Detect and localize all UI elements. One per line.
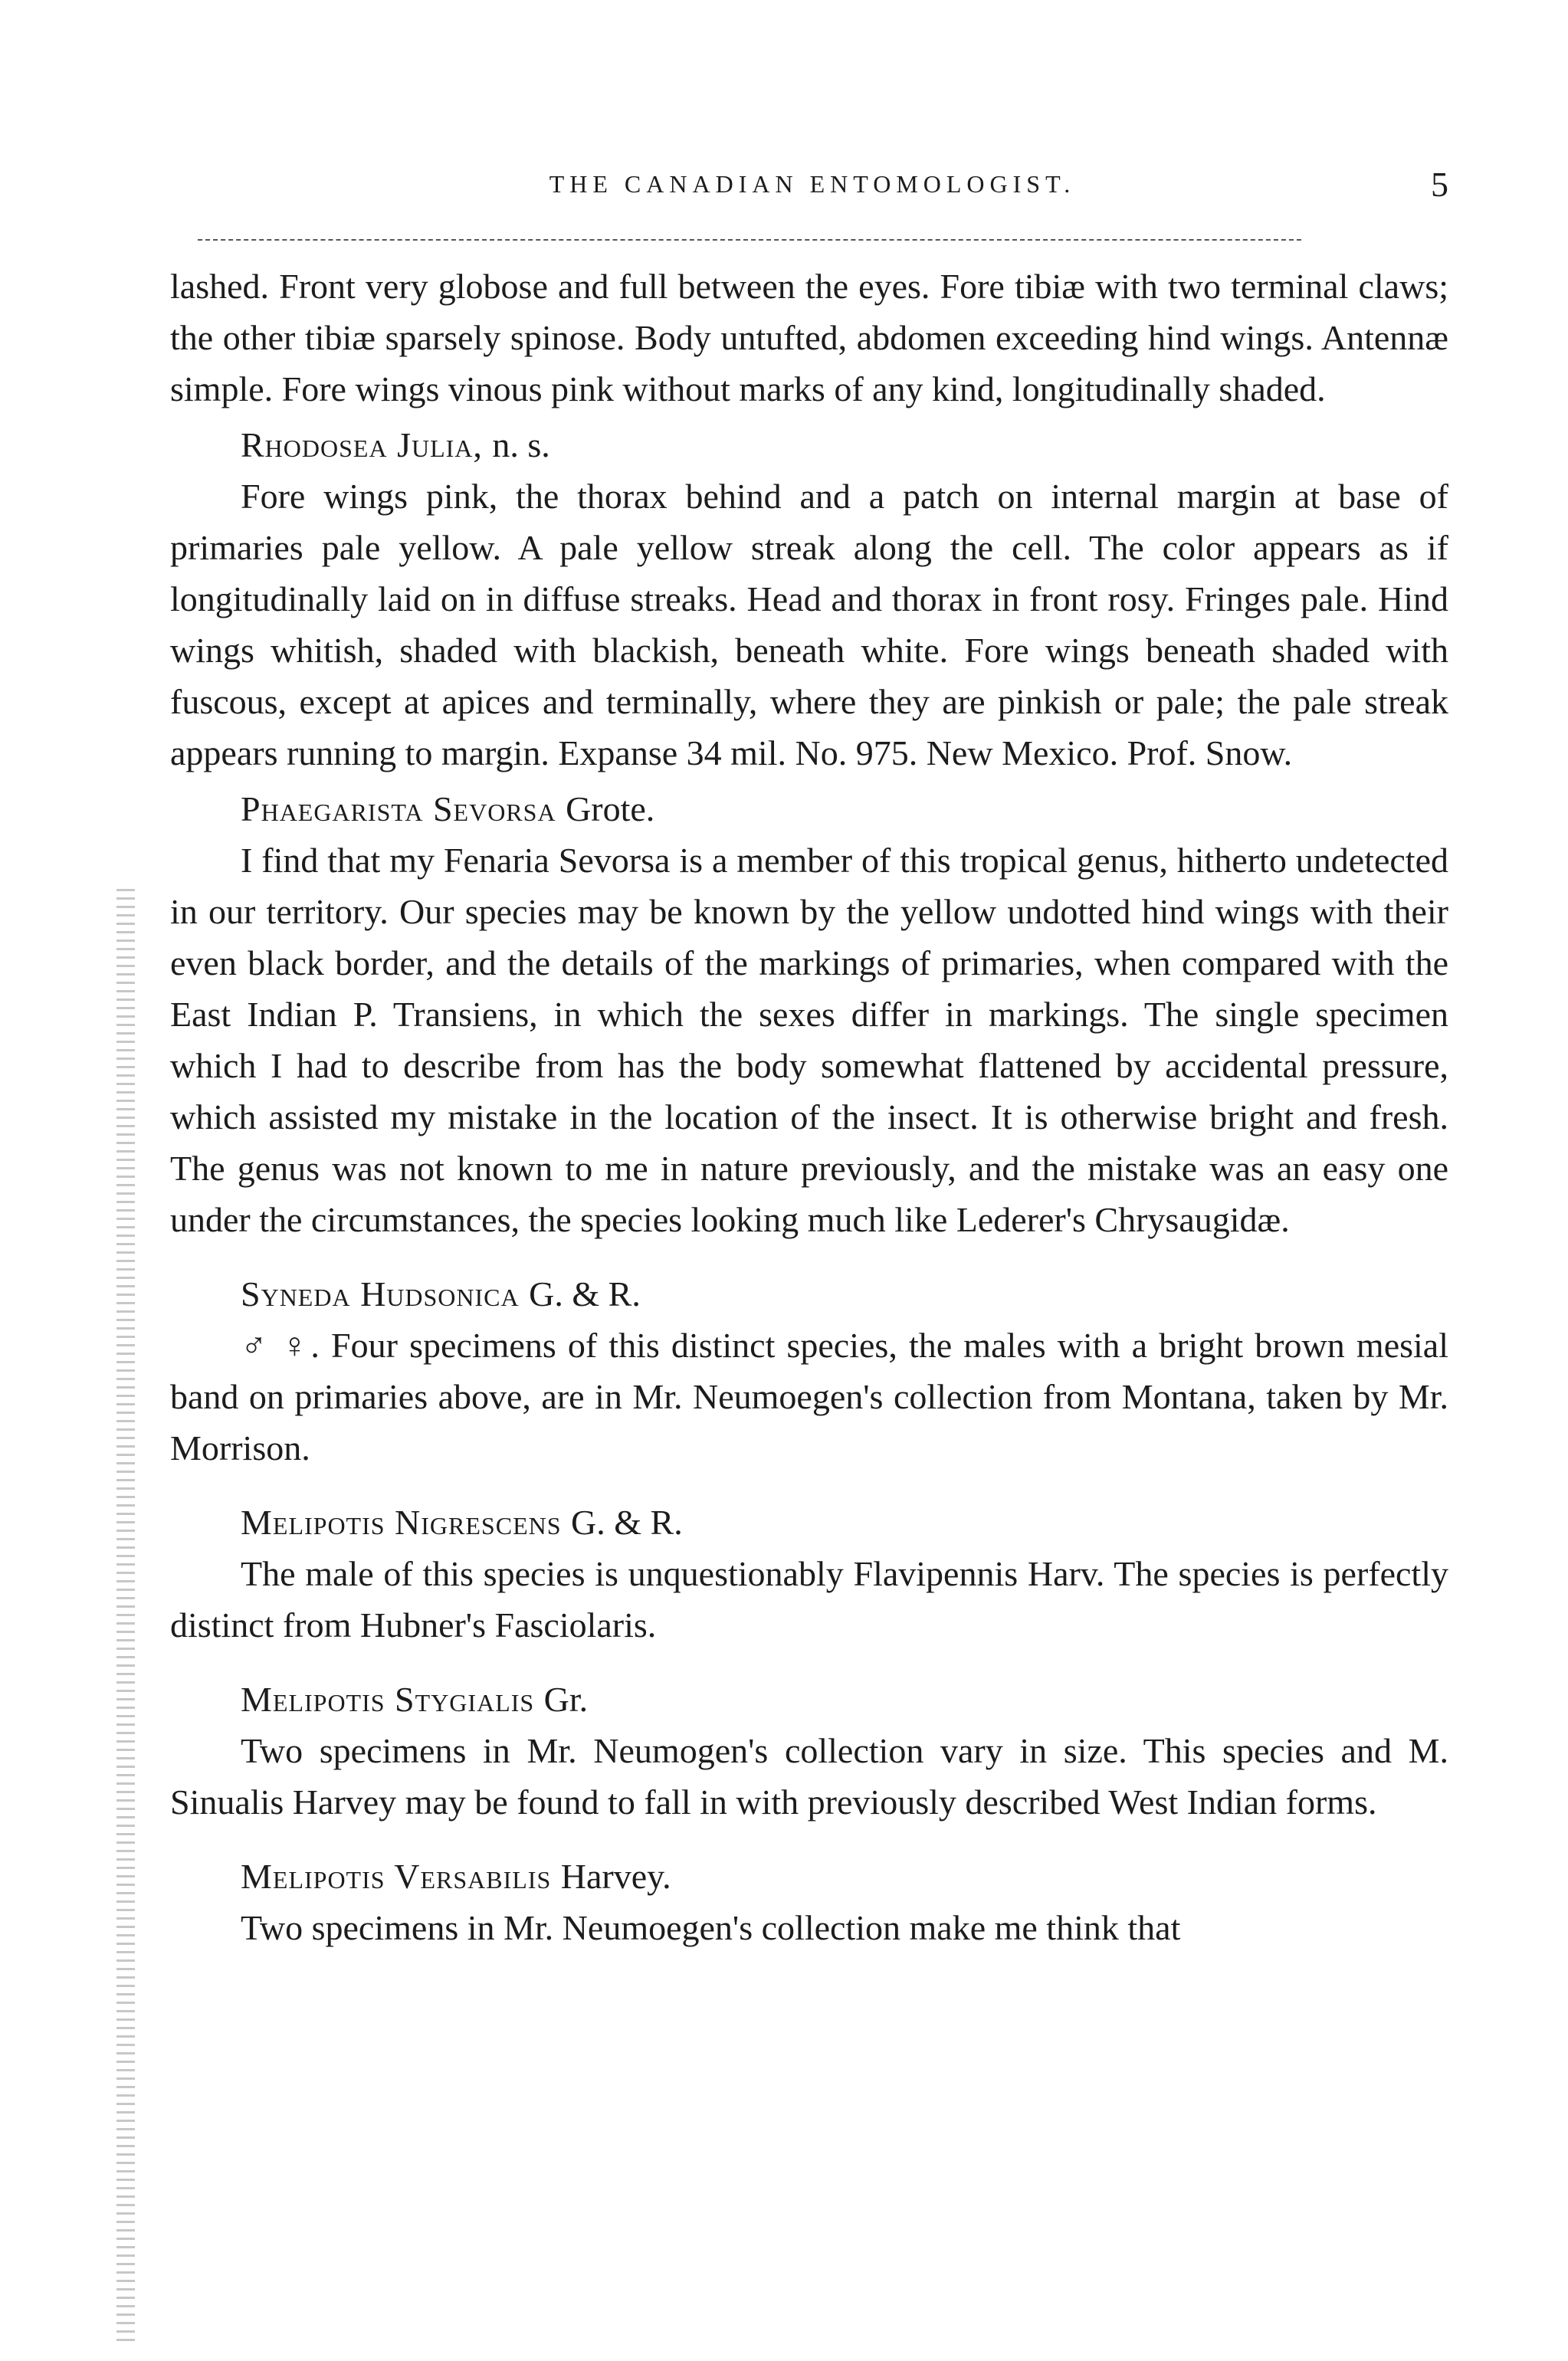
species-heading: [170, 1268, 1448, 1320]
species-name: Melipotis Versabilis: [241, 1857, 552, 1896]
entry-melipotis-stygialis: [170, 1674, 1448, 1828]
entry-melipotis-versabilis: [170, 1851, 1448, 1953]
species-description: Two specimens in Mr. Neumoegen's collection make me think that: [241, 1908, 1181, 1947]
entry-melipotis-nigrescens: [170, 1497, 1448, 1651]
species-name: Syneda Hudsonica: [241, 1274, 520, 1313]
species-suffix: n. s.: [492, 425, 550, 464]
species-heading: [170, 1851, 1448, 1902]
species-heading: [170, 783, 1448, 835]
page-body: [170, 261, 1448, 1953]
scan-margin-noise: [116, 889, 135, 2345]
species-author: Gr.: [543, 1680, 589, 1719]
species-description: I find that my Fenaria Sevorsa is a member of this tropical genus, hitherto undetected in our territory. Our species may be known by the yellow undotted hind wings with their even black border, and the details of the markings of primaries, when compared with the East Indian P. Transiens, in which the sexes differ in markings. The single specimen which I had to describe from has the body somewhat flattened by accidental pressure, which assisted my mistake in the location of the insect. It is otherwise bright and fresh. The genus was not known to me in nature previously, and the mistake was an easy one under the circumstances, the species looking much like Lederer's Chrysaugidæ.: [170, 841, 1448, 1239]
species-author: G. & R.: [529, 1274, 641, 1313]
species-name: Phaegarista Sevorsa: [241, 789, 556, 828]
header-rule: [198, 239, 1301, 241]
continued-paragraph: lashed. Front very globose and full between the eyes. Fore tibiæ with two terminal claws; the other tibiæ sparsely spinose. Body untufted, abdomen exceeding hind wings. Antennæ simple. Fore wings vinous pink without marks of any kind, longitudinally shaded.: [170, 267, 1448, 408]
species-name: Melipotis Stygialis: [241, 1680, 535, 1719]
species-heading: [170, 419, 1448, 471]
species-name: Rhodosea Julia,: [241, 425, 483, 464]
species-author: Harvey.: [560, 1857, 671, 1896]
entry-phaegarista-sevorsa: [170, 783, 1448, 1245]
species-description: Fore wings pink, the thorax behind and a patch on internal margin at base of primaries pale yellow. A pale yellow streak along the cell. The color appears as if longitudinally laid on in diffuse streaks. Head and thorax in front rosy. Fringes pale. Hind wings whitish, shaded with blackish, beneath white. Fore wings beneath shaded with fuscous, except at apices and terminally, where they are pinkish or pale; the pale streak appears running to margin. Expanse 34 mil. No. 975. New Mexico. Prof. Snow.: [170, 477, 1448, 772]
species-name: Melipotis Nigrescens: [241, 1503, 562, 1542]
entry-rhodosea-julia: [170, 419, 1448, 779]
entry-syneda-hudsonica: [170, 1268, 1448, 1474]
page-header: [176, 165, 1448, 204]
species-description: Two specimens in Mr. Neumogen's collection vary in size. This species and M. Sinualis Harvey may be found to fall in with previously described West Indian forms.: [170, 1731, 1448, 1822]
species-author: G. & R.: [571, 1503, 683, 1542]
species-author: Grote.: [566, 789, 655, 828]
species-heading: [170, 1497, 1448, 1548]
species-heading: [170, 1674, 1448, 1725]
species-description: ♂ ♀. Four specimens of this distinct species, the males with a bright brown mesial band on primaries above, are in Mr. Neumoegen's collection from Montana, taken by Mr. Morrison.: [170, 1326, 1448, 1467]
page-number: 5: [1431, 165, 1448, 204]
running-title: THE CANADIAN ENTOMOLOGIST.: [549, 170, 1076, 198]
species-description: The male of this species is unquestionably Flavipennis Harv. The species is perfectly distinct from Hubner's Fasciolaris.: [170, 1554, 1448, 1645]
